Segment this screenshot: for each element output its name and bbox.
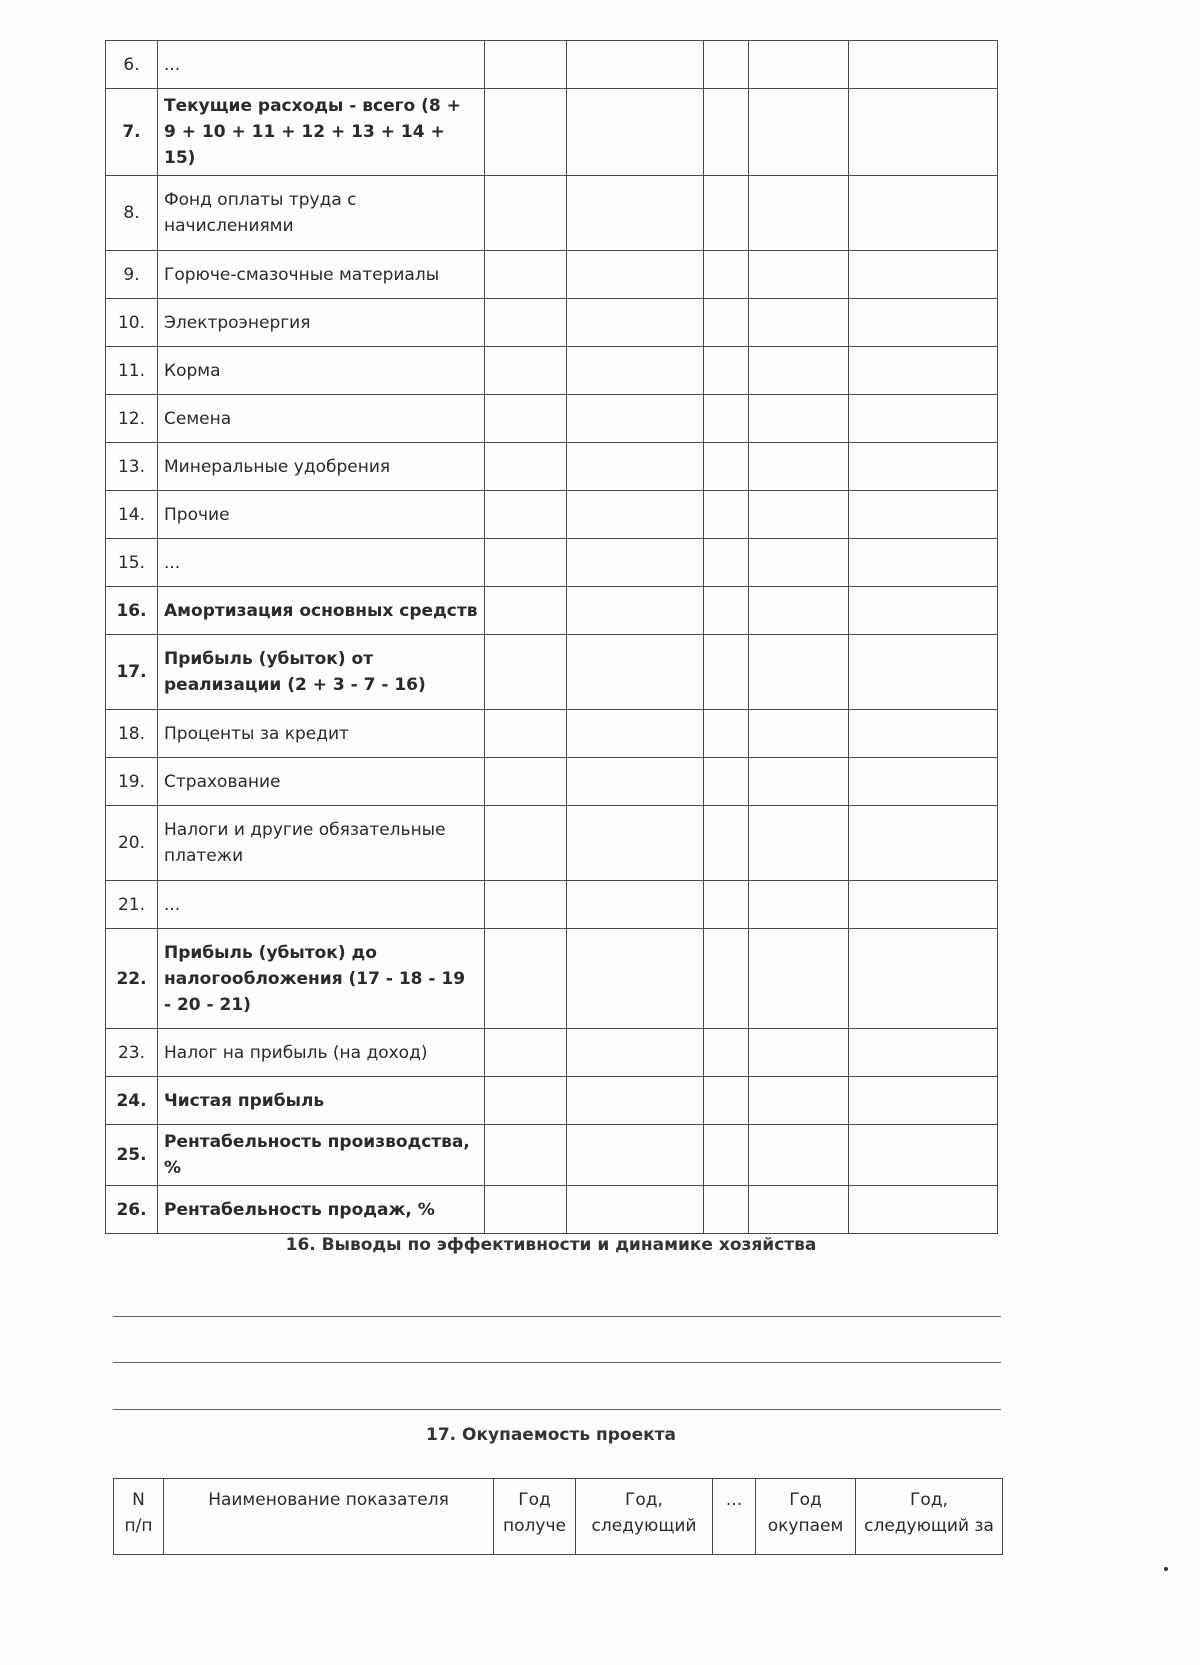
header-cell-line: Год, [910, 1490, 948, 1510]
table-row [106, 395, 998, 443]
value-cell[interactable] [704, 89, 749, 176]
value-cell[interactable] [485, 491, 567, 539]
value-cell[interactable] [749, 929, 849, 1029]
row-label: Фонд оплаты труда с начислениями [158, 176, 485, 251]
table-row [106, 929, 998, 1029]
row-label: Электроэнергия [158, 299, 485, 347]
value-cell[interactable] [749, 635, 849, 710]
value-cell[interactable] [485, 176, 567, 251]
row-number: 19. [106, 758, 158, 806]
table-row [106, 635, 998, 710]
conclusion-line-1[interactable] [113, 1316, 1001, 1317]
value-cell[interactable] [849, 176, 998, 251]
value-cell[interactable] [567, 41, 704, 89]
value-cell[interactable] [749, 347, 849, 395]
header-cell-line: п/п [124, 1516, 153, 1536]
value-cell[interactable] [704, 710, 749, 758]
row-number: 24. [106, 1077, 158, 1125]
value-cell[interactable] [704, 443, 749, 491]
conclusion-line-2[interactable] [113, 1362, 1001, 1363]
value-cell[interactable] [749, 491, 849, 539]
value-cell[interactable] [485, 41, 567, 89]
row-label: Рентабельность производства, % [158, 1125, 485, 1186]
value-cell[interactable] [485, 395, 567, 443]
value-cell[interactable] [704, 881, 749, 929]
value-cell[interactable] [704, 929, 749, 1029]
value-cell[interactable] [704, 539, 749, 587]
row-number: 20. [106, 806, 158, 881]
value-cell[interactable] [849, 395, 998, 443]
value-cell[interactable] [704, 41, 749, 89]
row-number: 8. [106, 176, 158, 251]
value-cell[interactable] [749, 395, 849, 443]
value-cell[interactable] [567, 176, 704, 251]
value-cell[interactable] [704, 587, 749, 635]
table-row [106, 176, 998, 251]
value-cell[interactable] [749, 539, 849, 587]
header-cell-line: следующий за [864, 1516, 994, 1536]
row-number: 6. [106, 41, 158, 89]
header-cell-line: Год, [625, 1490, 663, 1510]
value-cell[interactable] [485, 251, 567, 299]
row-label: Страхование [158, 758, 485, 806]
value-cell[interactable] [485, 806, 567, 881]
header-cell-line: Наименование показателя [208, 1490, 449, 1510]
value-cell[interactable] [849, 710, 998, 758]
row-number: 12. [106, 395, 158, 443]
value-cell[interactable] [749, 41, 849, 89]
header-cell [494, 1479, 576, 1555]
table-row [106, 587, 998, 635]
value-cell[interactable] [849, 299, 998, 347]
row-number: 14. [106, 491, 158, 539]
value-cell[interactable] [849, 1077, 998, 1125]
value-cell[interactable] [485, 1077, 567, 1125]
payback-table [113, 1478, 1003, 1555]
value-cell[interactable] [749, 587, 849, 635]
value-cell[interactable] [849, 347, 998, 395]
table-row [106, 299, 998, 347]
value-cell[interactable] [749, 251, 849, 299]
row-label: Прочие [158, 491, 485, 539]
table-row [106, 539, 998, 587]
value-cell[interactable] [749, 881, 849, 929]
table-row [106, 491, 998, 539]
row-number: 21. [106, 881, 158, 929]
value-cell[interactable] [567, 395, 704, 443]
value-cell[interactable] [749, 89, 849, 176]
value-cell[interactable] [485, 443, 567, 491]
value-cell[interactable] [849, 1125, 998, 1186]
value-cell[interactable] [567, 89, 704, 176]
row-number: 11. [106, 347, 158, 395]
row-number: 23. [106, 1029, 158, 1077]
row-number: 16. [106, 587, 158, 635]
row-label: Рентабельность продаж, % [158, 1186, 485, 1234]
row-label: Амортизация основных средств [158, 587, 485, 635]
value-cell[interactable] [567, 587, 704, 635]
row-label: Текущие расходы - всего (8 + 9 + 10 + 11 + 12 + 13 + 14 + 15) [158, 89, 485, 176]
value-cell[interactable] [485, 89, 567, 176]
row-number: 25. [106, 1125, 158, 1186]
row-label: Горюче-смазочные материалы [158, 251, 485, 299]
value-cell[interactable] [749, 758, 849, 806]
row-number: 17. [106, 635, 158, 710]
value-cell[interactable] [567, 635, 704, 710]
section-16-heading: 16. Выводы по эффективности и динамике хозяйства [285, 1235, 817, 1255]
scan-speck [1164, 1567, 1168, 1571]
row-label: Проценты за кредит [158, 710, 485, 758]
payback-table-header-row [114, 1479, 1003, 1555]
row-number: 15. [106, 539, 158, 587]
value-cell[interactable] [567, 299, 704, 347]
header-cell-line: Год [518, 1490, 551, 1510]
table-row [106, 347, 998, 395]
value-cell[interactable] [749, 1125, 849, 1186]
header-cell-line: следующий [591, 1516, 697, 1536]
value-cell[interactable] [567, 443, 704, 491]
row-label: Прибыль (убыток) до налогообложения (17 - 18 - 19 - 20 - 21) [158, 929, 485, 1029]
value-cell[interactable] [485, 299, 567, 347]
value-cell[interactable] [485, 758, 567, 806]
table-row [106, 1186, 998, 1234]
row-label: ... [158, 41, 485, 89]
table-row [106, 1077, 998, 1125]
section-17-heading: 17. Окупаемость проекта [425, 1425, 676, 1445]
row-label: Минеральные удобрения [158, 443, 485, 491]
value-cell[interactable] [849, 635, 998, 710]
row-number: 7. [106, 89, 158, 176]
header-cell-line: ... [725, 1490, 743, 1510]
value-cell[interactable] [567, 539, 704, 587]
value-cell[interactable] [567, 1186, 704, 1234]
value-cell[interactable] [485, 539, 567, 587]
header-cell [713, 1479, 756, 1555]
value-cell[interactable] [749, 806, 849, 881]
header-cell-line: N [132, 1490, 145, 1510]
row-label: ... [158, 881, 485, 929]
value-cell[interactable] [704, 1029, 749, 1077]
value-cell[interactable] [849, 806, 998, 881]
header-cell-line: Год [789, 1490, 822, 1510]
value-cell[interactable] [704, 1125, 749, 1186]
value-cell[interactable] [749, 1029, 849, 1077]
value-cell[interactable] [704, 347, 749, 395]
table-row [106, 881, 998, 929]
table-row [106, 710, 998, 758]
value-cell[interactable] [485, 635, 567, 710]
value-cell[interactable] [704, 251, 749, 299]
table-row [106, 443, 998, 491]
financial-results-table [105, 40, 998, 1234]
value-cell[interactable] [567, 710, 704, 758]
row-label: ... [158, 539, 485, 587]
table-row [106, 251, 998, 299]
value-cell[interactable] [567, 1029, 704, 1077]
value-cell[interactable] [849, 251, 998, 299]
value-cell[interactable] [567, 1077, 704, 1125]
header-cell [114, 1479, 164, 1555]
row-number: 26. [106, 1186, 158, 1234]
value-cell[interactable] [567, 758, 704, 806]
value-cell[interactable] [485, 881, 567, 929]
value-cell[interactable] [567, 806, 704, 881]
value-cell[interactable] [567, 251, 704, 299]
conclusion-line-3[interactable] [113, 1409, 1001, 1410]
row-label: Налоги и другие обязательные платежи [158, 806, 485, 881]
value-cell[interactable] [849, 491, 998, 539]
value-cell[interactable] [849, 539, 998, 587]
value-cell[interactable] [485, 710, 567, 758]
value-cell[interactable] [704, 491, 749, 539]
value-cell[interactable] [849, 881, 998, 929]
value-cell[interactable] [849, 41, 998, 89]
value-cell[interactable] [749, 1077, 849, 1125]
value-cell[interactable] [849, 443, 998, 491]
table-row [106, 758, 998, 806]
value-cell[interactable] [849, 1029, 998, 1077]
value-cell[interactable] [485, 1125, 567, 1186]
value-cell[interactable] [485, 587, 567, 635]
table-row [106, 89, 998, 176]
value-cell[interactable] [485, 347, 567, 395]
value-cell[interactable] [704, 1077, 749, 1125]
row-number: 22. [106, 929, 158, 1029]
value-cell[interactable] [749, 443, 849, 491]
header-cell [576, 1479, 713, 1555]
value-cell[interactable] [849, 758, 998, 806]
header-cell [756, 1479, 856, 1555]
value-cell[interactable] [749, 176, 849, 251]
value-cell[interactable] [849, 1186, 998, 1234]
value-cell[interactable] [849, 587, 998, 635]
value-cell[interactable] [485, 929, 567, 1029]
value-cell[interactable] [485, 1029, 567, 1077]
financial-results-table-body [106, 41, 998, 1234]
value-cell[interactable] [749, 1186, 849, 1234]
table-row [106, 806, 998, 881]
row-label: Чистая прибыль [158, 1077, 485, 1125]
value-cell[interactable] [849, 89, 998, 176]
value-cell[interactable] [704, 176, 749, 251]
header-cell-line: окупаем [767, 1516, 844, 1536]
value-cell[interactable] [749, 710, 849, 758]
value-cell[interactable] [567, 881, 704, 929]
header-cell [856, 1479, 1003, 1555]
table-row [106, 1029, 998, 1077]
value-cell[interactable] [567, 347, 704, 395]
value-cell[interactable] [704, 299, 749, 347]
row-number: 10. [106, 299, 158, 347]
row-number: 9. [106, 251, 158, 299]
header-cell [164, 1479, 494, 1555]
value-cell[interactable] [704, 635, 749, 710]
value-cell[interactable] [704, 758, 749, 806]
value-cell[interactable] [567, 1125, 704, 1186]
row-label: Семена [158, 395, 485, 443]
row-label: Корма [158, 347, 485, 395]
value-cell[interactable] [849, 929, 998, 1029]
row-label: Прибыль (убыток) от реализации (2 + 3 - 7 - 16) [158, 635, 485, 710]
value-cell[interactable] [485, 1186, 567, 1234]
value-cell[interactable] [704, 1186, 749, 1234]
value-cell[interactable] [704, 806, 749, 881]
table-row [106, 1125, 998, 1186]
value-cell[interactable] [567, 929, 704, 1029]
value-cell[interactable] [704, 395, 749, 443]
row-number: 13. [106, 443, 158, 491]
table-row [106, 41, 998, 89]
row-number: 18. [106, 710, 158, 758]
value-cell[interactable] [749, 299, 849, 347]
header-cell-line: получе [503, 1516, 566, 1536]
value-cell[interactable] [567, 491, 704, 539]
row-label: Налог на прибыль (на доход) [158, 1029, 485, 1077]
